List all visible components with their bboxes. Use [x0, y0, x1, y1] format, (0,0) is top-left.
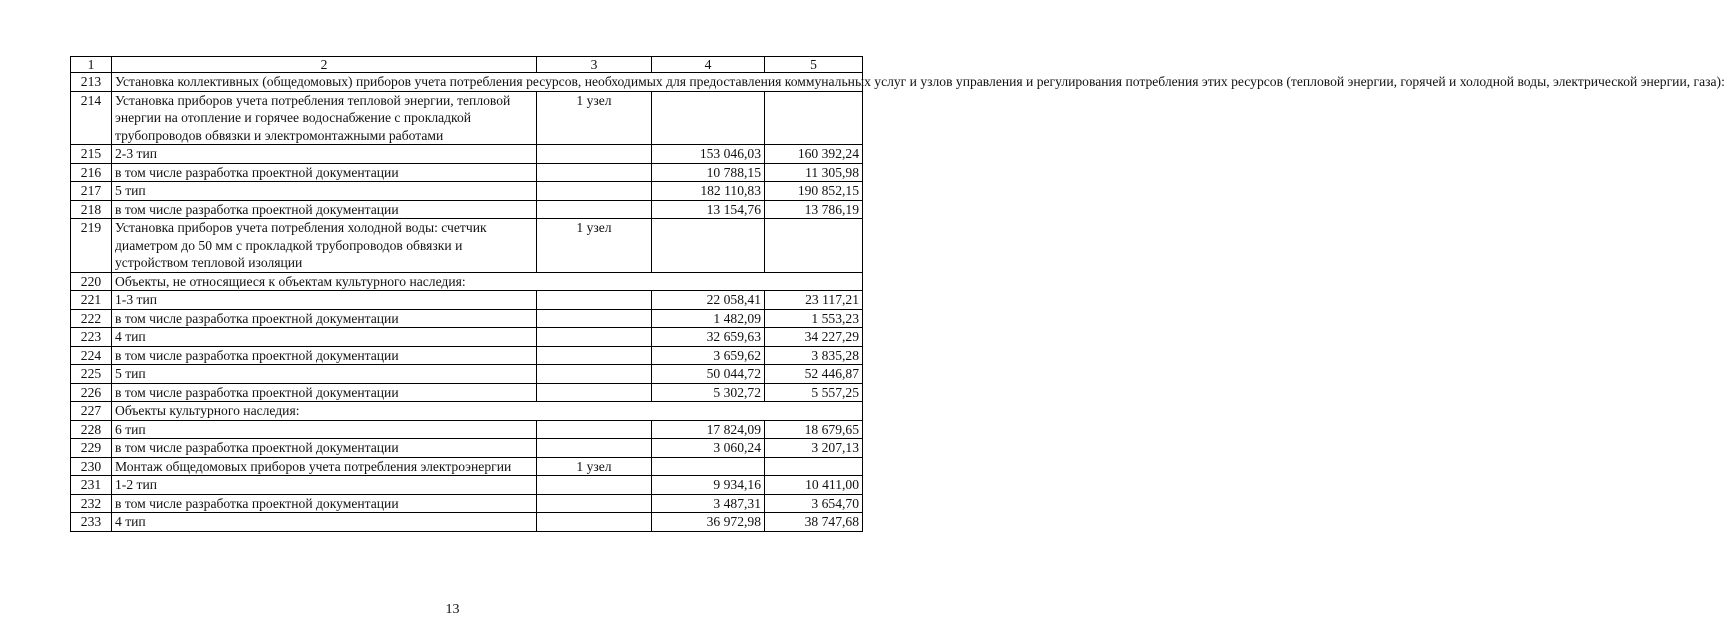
row-value-col5: 11 305,98: [765, 163, 863, 182]
table-row: [71, 163, 863, 182]
col-header-1: 1: [71, 57, 112, 73]
row-number: 233: [71, 513, 112, 532]
table-header-row: [71, 57, 863, 73]
row-unit: [537, 346, 652, 365]
row-value-col5: 5 557,25: [765, 383, 863, 402]
row-description: 5 тип: [112, 182, 537, 201]
row-value-col5: [765, 457, 863, 476]
table-row: [71, 346, 863, 365]
table-row: [71, 365, 863, 384]
row-unit: [537, 439, 652, 458]
row-number: 231: [71, 476, 112, 495]
row-value-col5: 13 786,19: [765, 200, 863, 219]
section-row: [71, 73, 863, 92]
row-description: в том числе разработка проектной документации: [112, 309, 537, 328]
row-value-col4: [652, 219, 765, 273]
row-description: 4 тип: [112, 328, 537, 347]
row-value-col5: 3 654,70: [765, 494, 863, 513]
row-number: 223: [71, 328, 112, 347]
col-header-5: 5: [765, 57, 863, 73]
section-heading: Установка коллективных (общедомовых) приборов учета потребления ресурсов, необходимых для предоставления коммунальных услуг и узлов управления и регулирования потребления этих ресурсов (тепловой энергии, горячей и холодной воды, электрической энергии, газа):: [112, 73, 863, 92]
col-header-2: 2: [112, 57, 537, 73]
row-description: Монтаж общедомовых приборов учета потребления электроэнергии: [112, 457, 537, 476]
row-value-col4: 182 110,83: [652, 182, 765, 201]
row-unit: [537, 291, 652, 310]
row-value-col4: 3 060,24: [652, 439, 765, 458]
row-description: в том числе разработка проектной документации: [112, 200, 537, 219]
row-description: 1-3 тип: [112, 291, 537, 310]
row-value-col4: 5 302,72: [652, 383, 765, 402]
table-row: [71, 291, 863, 310]
section-row: [71, 402, 863, 421]
row-unit: [537, 145, 652, 164]
row-number: 221: [71, 291, 112, 310]
row-description: в том числе разработка проектной документации: [112, 346, 537, 365]
row-number: 225: [71, 365, 112, 384]
row-description: 4 тип: [112, 513, 537, 532]
table-row: [71, 309, 863, 328]
row-value-col5: 160 392,24: [765, 145, 863, 164]
row-description: 2-3 тип: [112, 145, 537, 164]
row-value-col5: 3 835,28: [765, 346, 863, 365]
row-unit: [537, 309, 652, 328]
row-unit: [537, 182, 652, 201]
row-value-col4: [652, 91, 765, 145]
row-value-col5: 38 747,68: [765, 513, 863, 532]
row-number: 217: [71, 182, 112, 201]
row-value-col4: 36 972,98: [652, 513, 765, 532]
table-row: [71, 200, 863, 219]
row-unit: [537, 163, 652, 182]
col-header-4: 4: [652, 57, 765, 73]
row-unit: [537, 200, 652, 219]
row-description: в том числе разработка проектной документации: [112, 494, 537, 513]
row-number: 214: [71, 91, 112, 145]
table-row: [71, 91, 863, 145]
table-row: [71, 328, 863, 347]
row-description: в том числе разработка проектной документации: [112, 383, 537, 402]
row-value-col4: 50 044,72: [652, 365, 765, 384]
row-description: Установка приборов учета потребления холодной воды: счетчик диаметром до 50 мм с прокладкой трубопроводов обвязки и устройством тепловой изоляции: [112, 219, 537, 273]
row-value-col5: 1 553,23: [765, 309, 863, 328]
col-header-3: 3: [537, 57, 652, 73]
table-body: [71, 73, 1725, 532]
row-number: 228: [71, 420, 112, 439]
row-description: в том числе разработка проектной документации: [112, 439, 537, 458]
row-value-col4: [652, 457, 765, 476]
table-row: [71, 439, 863, 458]
row-number: 218: [71, 200, 112, 219]
table-row: [71, 219, 863, 273]
section-heading: Объекты, не относящиеся к объектам культурного наследия:: [112, 272, 863, 291]
row-value-col4: 17 824,09: [652, 420, 765, 439]
row-unit: 1 узел: [537, 219, 652, 273]
price-table: [70, 56, 1725, 532]
row-number: 232: [71, 494, 112, 513]
row-value-col5: 190 852,15: [765, 182, 863, 201]
row-number: 229: [71, 439, 112, 458]
table-row: [71, 420, 863, 439]
row-number: 216: [71, 163, 112, 182]
row-value-col5: [765, 91, 863, 145]
table-row: [71, 145, 863, 164]
row-value-col5: 3 207,13: [765, 439, 863, 458]
row-unit: [537, 494, 652, 513]
row-number: 222: [71, 309, 112, 328]
row-unit: [537, 365, 652, 384]
row-number: 226: [71, 383, 112, 402]
row-value-col4: 1 482,09: [652, 309, 765, 328]
row-unit: 1 узел: [537, 457, 652, 476]
table-row: [71, 383, 863, 402]
page-number: 13: [445, 602, 460, 617]
table-row: [71, 494, 863, 513]
row-description: Установка приборов учета потребления тепловой энергии, тепловой энергии на отопление и горячее водоснабжение с прокладкой трубопроводов обвязки и электромонтажными работами: [112, 91, 537, 145]
row-value-col4: 3 659,62: [652, 346, 765, 365]
row-number: 219: [71, 219, 112, 273]
row-unit: [537, 476, 652, 495]
row-number: 227: [71, 402, 112, 421]
row-value-col5: 52 446,87: [765, 365, 863, 384]
row-value-col4: 32 659,63: [652, 328, 765, 347]
table-row: [71, 513, 863, 532]
section-heading: Объекты культурного наследия:: [112, 402, 863, 421]
row-description: 1-2 тип: [112, 476, 537, 495]
row-description: 6 тип: [112, 420, 537, 439]
row-unit: [537, 513, 652, 532]
row-value-col5: 34 227,29: [765, 328, 863, 347]
row-number: 215: [71, 145, 112, 164]
row-value-col4: 3 487,31: [652, 494, 765, 513]
row-value-col4: 10 788,15: [652, 163, 765, 182]
row-number: 230: [71, 457, 112, 476]
row-value-col4: 9 934,16: [652, 476, 765, 495]
row-number: 224: [71, 346, 112, 365]
row-value-col5: 10 411,00: [765, 476, 863, 495]
table-row: [71, 476, 863, 495]
row-value-col5: 18 679,65: [765, 420, 863, 439]
row-description: 5 тип: [112, 365, 537, 384]
table-row: [71, 457, 863, 476]
table-row: [71, 182, 863, 201]
row-value-col5: [765, 219, 863, 273]
row-value-col5: 23 117,21: [765, 291, 863, 310]
row-number: 220: [71, 272, 112, 291]
row-description: в том числе разработка проектной документации: [112, 163, 537, 182]
section-row: [71, 272, 863, 291]
row-value-col4: 22 058,41: [652, 291, 765, 310]
row-unit: [537, 328, 652, 347]
row-value-col4: 153 046,03: [652, 145, 765, 164]
row-unit: 1 узел: [537, 91, 652, 145]
row-unit: [537, 383, 652, 402]
row-unit: [537, 420, 652, 439]
row-value-col4: 13 154,76: [652, 200, 765, 219]
row-number: 213: [71, 73, 112, 92]
